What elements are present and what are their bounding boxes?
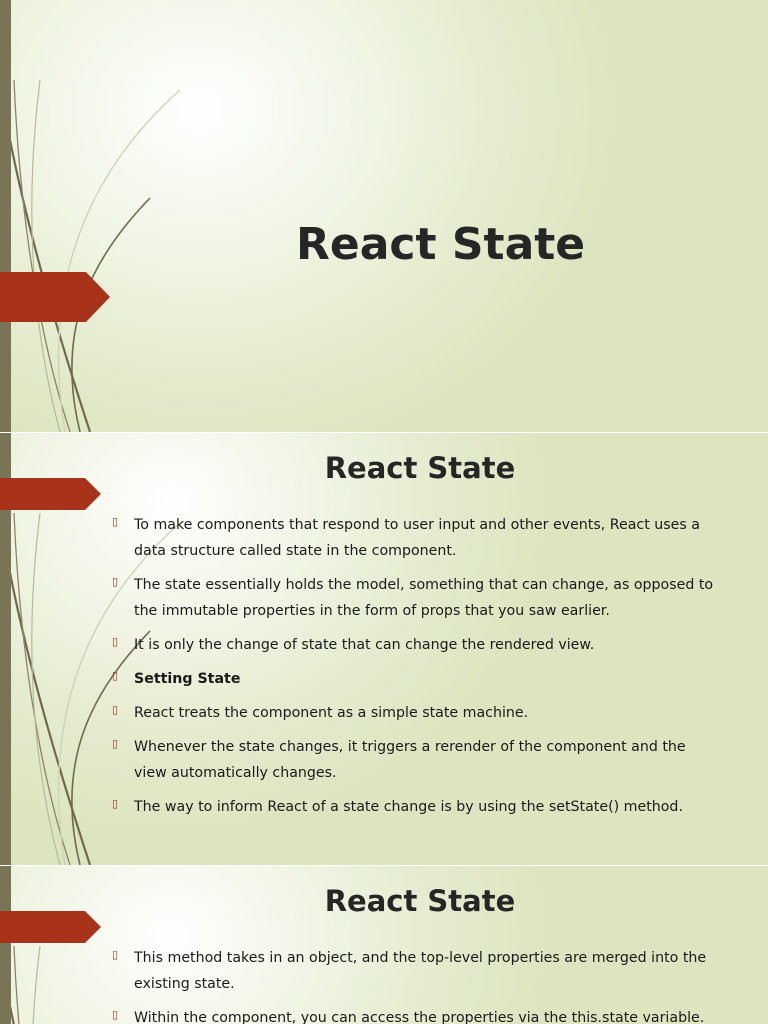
- square-bullet-icon: ▯: [112, 635, 119, 648]
- square-bullet-icon: ▯: [112, 1008, 119, 1021]
- left-sidebar-bar: [0, 0, 11, 432]
- title-slide: [0, 0, 768, 432]
- list-item: ▯ The state essentially holds the model, something that can change, as opposed to the immutable properties in the form of props that you saw earlier.: [112, 572, 722, 624]
- decorative-swoosh: [0, 0, 200, 432]
- list-item: ▯ React treats the component as a simple state machine.: [112, 700, 722, 726]
- list-item: ▯ The way to inform React of a state change is by using the setState() method.: [112, 794, 722, 820]
- list-item: ▯ Whenever the state changes, it triggers a rerender of the component and the view automatically changes.: [112, 734, 722, 786]
- list-item: ▯ Within the component, you can access the properties via the this.state variable.: [112, 1005, 722, 1024]
- square-bullet-icon: ▯: [112, 669, 119, 682]
- list-item: ▯ This method takes in an object, and the top-level properties are merged into the existing state.: [112, 945, 722, 997]
- square-bullet-icon: ▯: [112, 575, 119, 588]
- square-bullet-icon: ▯: [112, 948, 119, 961]
- list-item: ▯ It is only the change of state that can change the rendered view.: [112, 632, 722, 658]
- slide-title: React State: [324, 884, 516, 918]
- slide-title: React State: [324, 451, 516, 485]
- square-bullet-icon: ▯: [112, 737, 119, 750]
- slide-title: React State: [296, 219, 586, 270]
- content-slide-2: [0, 866, 768, 1024]
- bullet-list: [112, 512, 722, 828]
- list-item: ▯ To make components that respond to user input and other events, React uses a data structure called state in the component.: [112, 512, 722, 564]
- content-slide-1: [0, 433, 768, 865]
- list-item: ▯ Setting State: [112, 666, 722, 692]
- square-bullet-icon: ▯: [112, 703, 119, 716]
- square-bullet-icon: ▯: [112, 797, 119, 810]
- square-bullet-icon: ▯: [112, 515, 119, 528]
- bullet-list: [112, 945, 722, 1024]
